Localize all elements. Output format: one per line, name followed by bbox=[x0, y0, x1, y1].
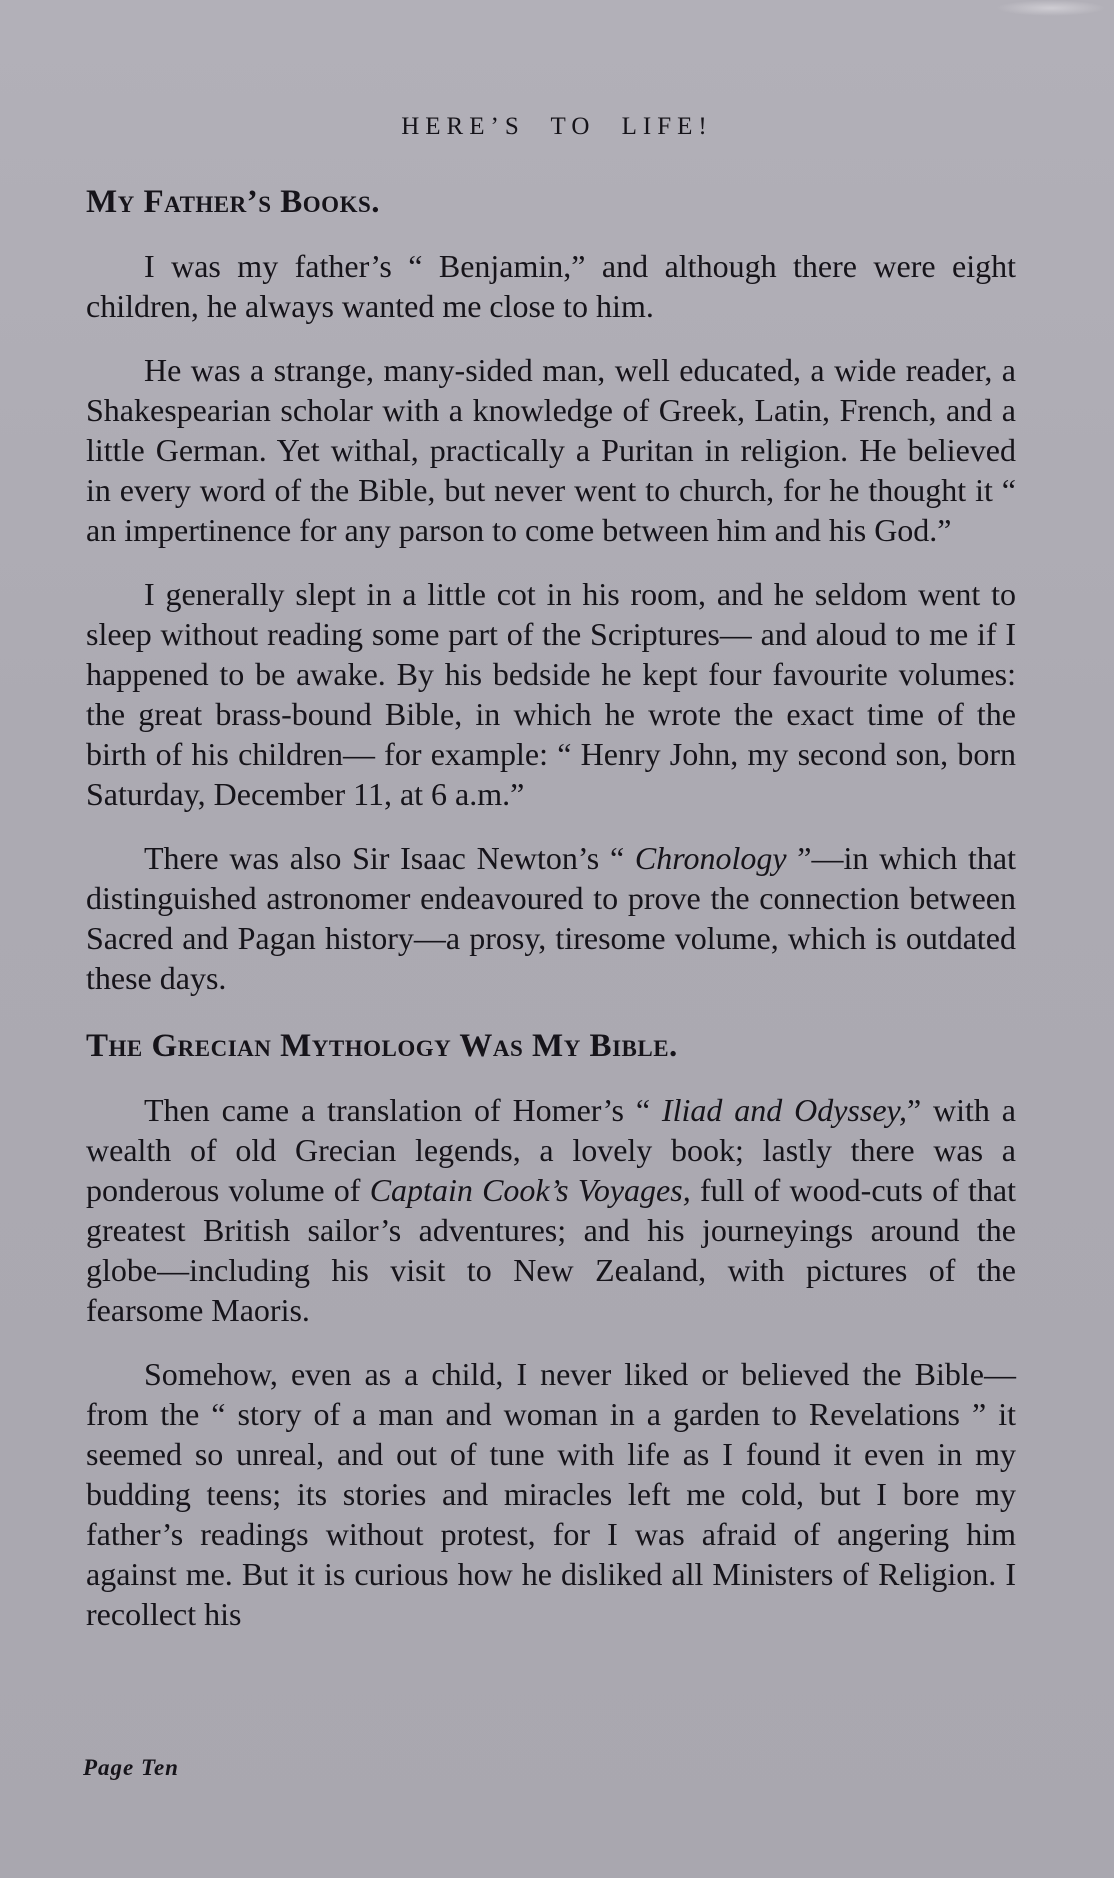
paragraph bbox=[86, 838, 1016, 998]
paragraph-text: Somehow, even as a child, I never liked or believed the Bible—from the “ story of a man and woman in a garden to Revelations ” it seemed so unreal, and out of tune with life as I found it even in my budding teens; its stories and miracles left me cold, but I bore my father’s readings without protest, for I was afraid of angering him against me. But it is curious how he disliked all Ministers of Religion. I recollect his bbox=[86, 1356, 1016, 1632]
italic-title-text: Chronology bbox=[634, 840, 787, 876]
running-title: HERE’S TO LIFE! bbox=[401, 113, 713, 140]
paragraph-text: full of wood-cuts of that greatest British sailor’s adventures; and his journeyings around the globe—including his visit to New Zealand, with pictures of the fearsome Maoris. bbox=[86, 1172, 1017, 1328]
paragraph-text: He was a strange, many-sided man, well educated, a wide reader, a Shakespearian scholar with a knowledge of Greek, Latin, French, and a little German. Yet withal, practically a Puritan in religion. He believed in every word of the Bible, but never went to church, for he thought it “ an impertinence for any parson to come between him and his God.” bbox=[86, 352, 1016, 548]
paragraph-text: ” with a wealth of old Grecian legends, a lovely book; lastly there was a ponderous volume of bbox=[86, 1092, 1016, 1208]
paragraph bbox=[86, 350, 1016, 550]
paragraph-text: ”—in which that distinguished astronomer endeavoured to prove the connection between Sacred and Pagan history—a prosy, tiresome volume, which is outdated these days. bbox=[86, 840, 1017, 996]
paragraph bbox=[86, 1090, 1016, 1330]
page-number-label: Page Ten bbox=[83, 1755, 179, 1780]
paragraph-text: I was my father’s “ Benjamin,” and although there were eight children, he always wanted me close to him. bbox=[86, 248, 1016, 324]
paragraph-text: I generally slept in a little cot in his room, and he seldom went to sleep without reading some part of the Scriptures— and aloud to me if I happened to be awake. By his bedside he kept four favourite volumes: the great brass-bound Bible, in which he wrote the exact time of the birth of his children— for example: “ Henry John, my second son, born Saturday, December 11, at 6 a.m.” bbox=[86, 576, 1016, 812]
paragraph bbox=[86, 246, 1016, 326]
section-heading-fathers-books: My Father’s Books. bbox=[86, 184, 381, 220]
paragraph-text: There was also Sir Isaac Newton’s “ bbox=[144, 840, 635, 876]
italic-title-text: Iliad and Odyssey, bbox=[661, 1092, 907, 1128]
section-heading-grecian-mythology: The Grecian Mythology Was My Bible. bbox=[86, 1028, 678, 1064]
paper-edge-mark bbox=[996, 0, 1106, 16]
paragraph-text: Then came a translation of Homer’s “ bbox=[144, 1092, 662, 1128]
italic-title-text: Captain Cook’s Voyages, bbox=[369, 1172, 691, 1208]
page-body bbox=[86, 178, 1016, 1658]
paragraph bbox=[86, 574, 1016, 814]
paragraph bbox=[86, 1354, 1016, 1634]
